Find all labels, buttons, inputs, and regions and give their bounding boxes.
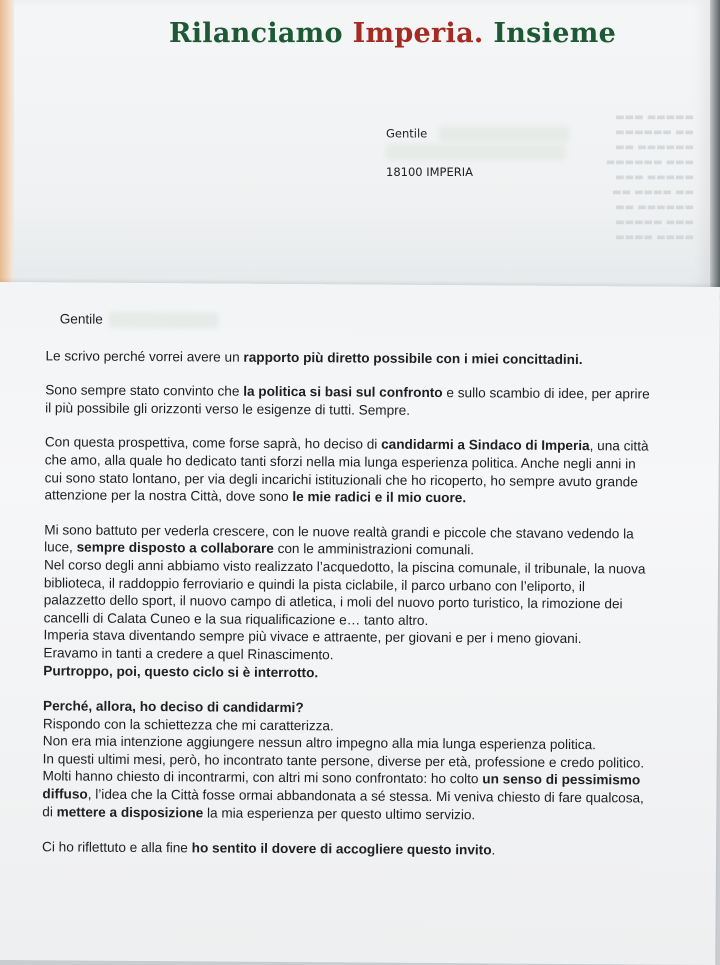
paragraph-13: Ci ho riflettuto e alla fine ho sentito il dovere di accogliere questo invito.	[42, 839, 496, 858]
paragraph-9: Perché, allora, ho deciso di candidarmi?	[42, 698, 304, 716]
heading-word-1: Rilanciamo	[169, 18, 343, 49]
letter-heading	[169, 18, 616, 49]
paragraph-10: Rispondo con la schiettezza che mi caratterizza.	[42, 715, 334, 734]
paragraph-6: Imperia stava diventando sempre più vivace e attraente, per giovani e per i meno giovani.	[43, 627, 582, 647]
recipient-city: 18100 IMPERIA	[386, 165, 474, 179]
letter-greeting: Gentile	[60, 310, 652, 332]
redacted-recipient-name	[439, 126, 569, 142]
paragraph-4: Mi sono battuto per vederla crescere, con le nuove realtà grandi e piccole che stavano vedendo la luce, sempre disposto a collaborare con le amministrazioni comunali.	[44, 522, 634, 558]
redacted-greeting-name	[109, 312, 219, 329]
paragraph-8: Purtroppo, poi, questo ciclo si è interrotto.	[43, 662, 319, 680]
letter-body	[42, 310, 652, 877]
heading-word-2: Imperia.	[352, 18, 484, 49]
letter-top-fold	[14, 0, 710, 292]
heading-word-3: Insieme	[493, 18, 617, 49]
paragraph-2: Sono sempre stato convinto che la politica si basi sul confronto e sullo scambio di idee, per aprire il più possibile gli orizzonti verso le esigenze di tutti. Sempre.	[45, 382, 650, 418]
paragraph-1: Le scrivo perché vorrei avere un rapporto più diretto possibile con i miei concittadini.	[45, 347, 583, 367]
paragraph-11: Non era mia intenzione aggiungere nessun altro impegno alla mia lunga esperienza politica.	[42, 733, 596, 753]
recipient-street	[386, 144, 566, 160]
show-through-text: ▬▬▬▬▬ ▬▬▬ ▬▬ ▬▬▬▬▬▬ ▬▬▬▬▬▬ ▬▬ ▬▬▬ ▬▬▬▬▬▬ ▬▬▬▬▬ ▬▬▬ ▬▬ ▬▬▬▬ ▬▬ ▬▬▬▬▬▬ ▬▬ ▬▬▬ ▬▬▬▬▬ ▬▬▬▬ ▬▬▬▬	[605, 112, 694, 243]
paragraph-5: Nel corso degli anni abbiamo visto realizzato l’acquedotto, la piscina comunale, il tribunale, la nuova biblioteca, il raddoppio ferroviario e quindi la pista ciclabile, il parco urbano con l’eliporto, il palazzetto dello sport, il nuovo campo di atletica, i moli del nuovo porto turistico, la rimozione dei cancelli di Calata Cuneo e la sua riqualificazione e… tanto altro.	[43, 557, 646, 628]
letter-body-fold	[0, 282, 720, 965]
redacted-recipient-street	[386, 144, 566, 160]
paragraph-12: In questi ultimi mesi, però, ho incontrato tante persone, diverse per età, professione e credo politico. Molti hanno chiesto di incontrarmi, con altri mi sono confrontato: ho colto un senso di pessimismo diffuso, l’idea che la Città fosse ormai abbandonata a sé stessa. Mi veniva chiesto di fare qualcosa, di mettere a disposizione la mia esperienza per questo ultimo servizio.	[42, 751, 645, 822]
recipient-salutation: Gentile	[386, 126, 569, 142]
paragraph-7: Eravamo in tanti a credere a quel Rinascimento.	[43, 645, 334, 663]
paragraph-3: Con questa prospettiva, come forse saprà, ho deciso di candidarmi a Sindaco di Imperia, una città che amo, alla quale ho dedicato tanti sforzi nella mia lunga esperienza politica. Anche negli anni in cui sono stato lontano, per via degli incarichi istituzionali che ho ricoperto, ho sempre avuto grande attenzione per la nostra Città, dove sono le mie radici e il mio cuore.	[44, 434, 649, 506]
